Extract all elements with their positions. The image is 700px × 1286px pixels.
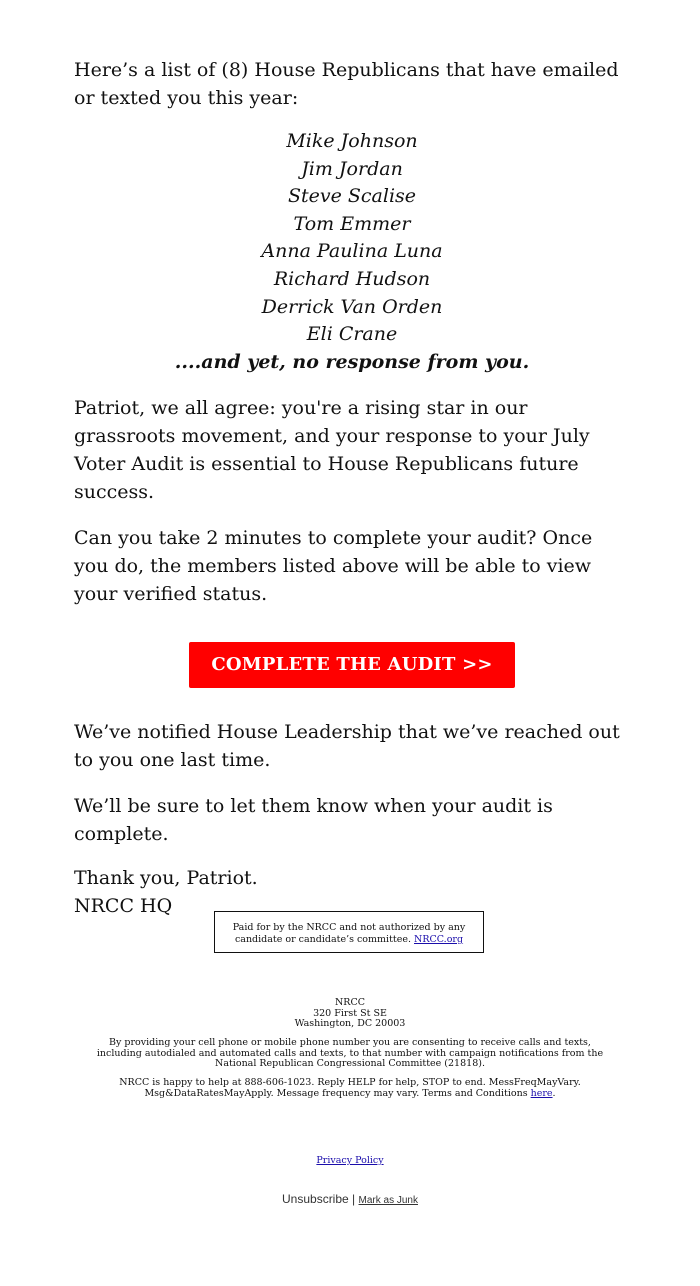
signoff-sender: NRCC HQ xyxy=(74,895,173,918)
privacy-policy-link[interactable]: Privacy Policy xyxy=(316,1155,384,1166)
member-name: Mike Johnson xyxy=(286,130,418,152)
mailing-address xyxy=(90,998,610,1030)
mark-as-junk-link[interactable]: Mark as Junk xyxy=(358,1195,418,1206)
help-period: . xyxy=(552,1087,556,1099)
unsubscribe-link[interactable]: Unsubscribe xyxy=(282,1192,349,1206)
address-city: Washington, DC 20003 xyxy=(294,1018,406,1029)
help-text: NRCC is happy to help at 888-606-1023. Reply HELP for help, STOP to end. MessFreqMayVary. Msg&DataRatesMayApply. Message frequency may vary. Terms and Conditions xyxy=(119,1077,581,1099)
paid-for-disclaimer xyxy=(214,911,484,953)
member-name: Eli Crane xyxy=(306,323,398,346)
member-name: Tom Emmer xyxy=(293,212,411,235)
signoff-thanks: Thank you, Patriot. xyxy=(74,867,258,890)
sms-consent-text: By providing your cell phone or mobile phone number you are consenting to receive calls and texts, including autodialed and automated calls and texts, to that number with campaign notifications from the National Republican Congressional Committee (21818). xyxy=(96,1037,604,1069)
address-org: NRCC xyxy=(334,997,365,1008)
member-name: Jim Jordan xyxy=(301,157,403,180)
let-them-know-paragraph: We’ll be sure to let them know when your audit is complete. xyxy=(74,795,553,846)
complete-audit-button[interactable]: COMPLETE THE AUDIT >> xyxy=(189,642,515,688)
member-name: Richard Hudson xyxy=(273,267,431,290)
unsubscribe-bar xyxy=(0,1192,700,1206)
disclaimer-text: Paid for by the NRCC and not authorized by any candidate or candidate’s committee. xyxy=(232,922,466,945)
separator: | xyxy=(352,1192,356,1206)
member-name: Steve Scalise xyxy=(287,185,417,208)
privacy-container xyxy=(0,1155,700,1166)
member-name: Anna Paulina Luna xyxy=(261,240,443,263)
terms-here-link[interactable]: here xyxy=(530,1087,553,1099)
member-list xyxy=(74,128,630,376)
sms-help-text xyxy=(90,1078,610,1099)
no-response-tagline: ....and yet, no response from you. xyxy=(174,350,530,373)
nrcc-org-link[interactable]: NRCC.org xyxy=(414,933,464,945)
notified-paragraph: We’ve notified House Leadership that we’ve reached out to you one last time. xyxy=(74,721,620,772)
intro-paragraph: Here’s a list of (8) House Republicans that have emailed or texted you this year: xyxy=(74,59,619,109)
rising-star-paragraph: Patriot, we all agree: you're a rising star in our grassroots movement, and your response to your July Voter Audit is essential to House Republicans future success. xyxy=(74,397,590,504)
member-name: Derrick Van Orden xyxy=(261,295,443,318)
address-street: 320 First St SE xyxy=(313,1007,387,1019)
cta-container xyxy=(74,642,630,688)
audit-request-paragraph: Can you take 2 minutes to complete your audit? Once you do, the members listed above will be able to view your verified status. xyxy=(74,527,593,606)
email-body xyxy=(74,56,630,920)
